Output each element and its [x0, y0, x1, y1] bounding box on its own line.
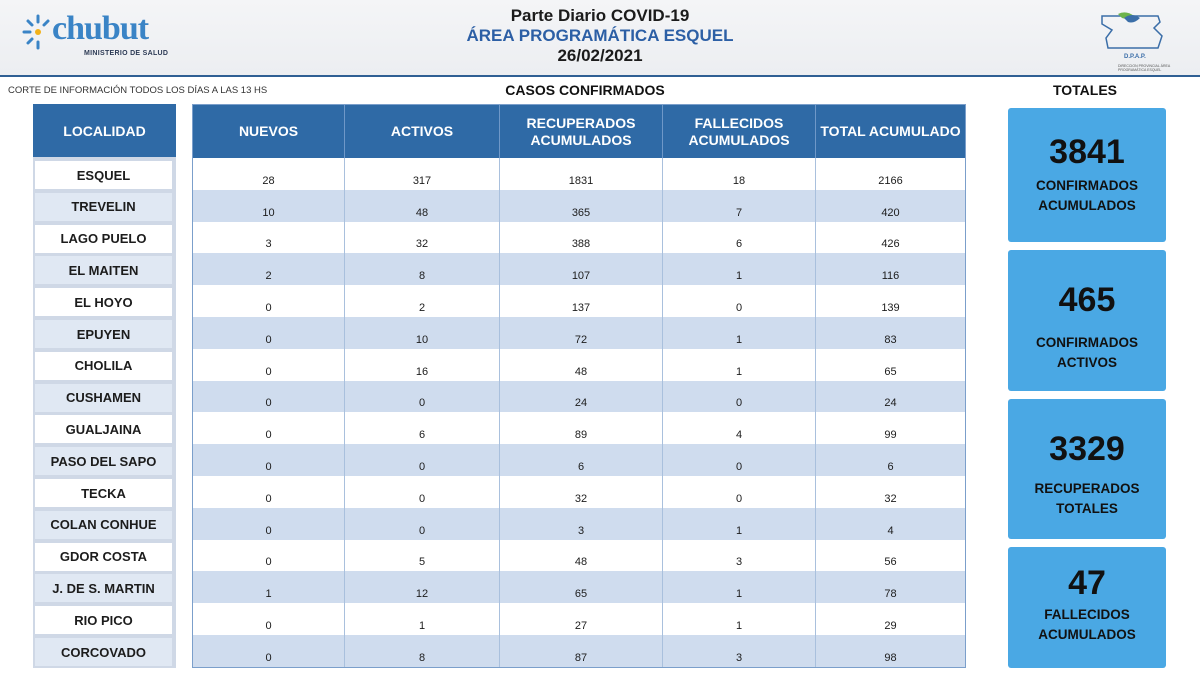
- cell-activos: 32: [345, 222, 500, 254]
- cell-recuperados: 72: [500, 317, 663, 349]
- total-card-activos: [1008, 250, 1166, 391]
- cell-nuevos: 0: [193, 444, 345, 476]
- cell-nuevos: 0: [193, 412, 345, 444]
- cell-nuevos: 0: [193, 317, 345, 349]
- cell-activos: 12: [345, 571, 500, 603]
- table-row: [193, 412, 965, 444]
- locality-cell: TREVELIN: [35, 193, 172, 221]
- locality-cell: EPUYEN: [35, 320, 172, 348]
- cell-total: 420: [881, 206, 900, 219]
- table-row: [193, 285, 965, 317]
- cell-activos: 0: [345, 476, 500, 508]
- locality-cell: CORCOVADO: [35, 638, 172, 666]
- cell-total: 98: [884, 651, 897, 664]
- cell-recuperados: 87: [500, 635, 663, 667]
- column-header-fallecidos: FALLECIDOS ACUMULADOS: [663, 105, 816, 158]
- cutoff-note: CORTE DE INFORMACIÓN TODOS LOS DÍAS A LAS 13 HS: [8, 85, 268, 96]
- locality-cell: RIO PICO: [35, 606, 172, 634]
- cell-fallecidos: 1: [663, 317, 816, 349]
- cell-nuevos: 0: [193, 476, 345, 508]
- province-map-icon: [1088, 8, 1178, 58]
- cell-nuevos: 0: [193, 508, 345, 540]
- cell-fallecidos: 1: [663, 603, 816, 635]
- total-label-line1: CONFIRMADOS: [1036, 178, 1138, 193]
- cell-total: 6: [887, 460, 894, 473]
- cell-recuperados: 1831: [500, 158, 663, 190]
- table-row: [193, 190, 965, 222]
- locality-cell: TECKA: [35, 479, 172, 507]
- cell-total: 99: [884, 429, 897, 442]
- cell-activos: 317: [345, 158, 500, 190]
- column-header-total: TOTAL ACUMULADO: [816, 105, 965, 158]
- report-date: 26/02/2021: [557, 46, 643, 65]
- cell-activos: 0: [345, 508, 500, 540]
- cell-recuperados: 388: [500, 222, 663, 254]
- cell-fallecidos: 1: [663, 253, 816, 285]
- cell-fallecidos: 1: [663, 508, 816, 540]
- cell-recuperados: 24: [500, 381, 663, 413]
- table-row: [193, 349, 965, 381]
- cell-fallecidos: 7: [663, 190, 816, 222]
- locality-cell: COLAN CONHUE: [35, 511, 172, 539]
- total-card-recuperados: [1008, 399, 1166, 539]
- locality-cell: GUALJAINA: [35, 415, 172, 443]
- total-label-line1: FALLECIDOS: [1044, 607, 1130, 622]
- cell-fallecidos: 3: [663, 540, 816, 572]
- cell-nuevos: 0: [193, 603, 345, 635]
- table-row: [193, 381, 965, 413]
- cell-total: 65: [884, 365, 897, 378]
- cell-activos: 8: [345, 635, 500, 667]
- cell-recuperados: 27: [500, 603, 663, 635]
- locality-cell: GDOR COSTA: [35, 543, 172, 571]
- locality-cell: ESQUEL: [35, 161, 172, 189]
- table-row: [193, 444, 965, 476]
- cell-activos: 16: [345, 349, 500, 381]
- total-value: 465: [1058, 281, 1116, 319]
- cell-activos: 2: [345, 285, 500, 317]
- total-card-confirmados: [1008, 108, 1166, 242]
- cell-activos: 1: [345, 603, 500, 635]
- cell-recuperados: 89: [500, 412, 663, 444]
- dpap-logo: [1088, 8, 1178, 72]
- table-row: [193, 476, 965, 508]
- cell-nuevos: 0: [193, 349, 345, 381]
- table-row: [193, 158, 965, 190]
- logo-subtitle: MINISTERIO DE SALUD: [84, 50, 169, 57]
- cell-total: 83: [884, 333, 897, 346]
- cell-recuperados: 365: [500, 190, 663, 222]
- cell-activos: 6: [345, 412, 500, 444]
- cell-fallecidos: 0: [663, 444, 816, 476]
- report-header: [0, 0, 1200, 77]
- cell-activos: 5: [345, 540, 500, 572]
- cell-total: 24: [884, 397, 897, 410]
- cell-fallecidos: 0: [663, 476, 816, 508]
- locality-header: LOCALIDAD: [33, 104, 176, 157]
- cell-nuevos: 3: [193, 222, 345, 254]
- cell-fallecidos: 1: [663, 571, 816, 603]
- cell-activos: 0: [345, 444, 500, 476]
- cell-total: 32: [884, 492, 897, 505]
- cell-nuevos: 0: [193, 635, 345, 667]
- cell-fallecidos: 3: [663, 635, 816, 667]
- cell-recuperados: 48: [500, 540, 663, 572]
- locality-cell: CUSHAMEN: [35, 384, 172, 412]
- cell-recuperados: 107: [500, 253, 663, 285]
- sun-rays-icon: [22, 12, 56, 58]
- table-row: [193, 635, 965, 667]
- table-row: [193, 253, 965, 285]
- locality-cell: EL MAITEN: [35, 256, 172, 284]
- locality-cell: J. DE S. MARTIN: [35, 574, 172, 602]
- cell-recuperados: 48: [500, 349, 663, 381]
- cell-nuevos: 1: [193, 571, 345, 603]
- table-row: [193, 508, 965, 540]
- dpap-name: D.P.A.P.: [1124, 54, 1146, 60]
- table-row: [193, 603, 965, 635]
- totales-title: TOTALES: [1052, 82, 1118, 98]
- column-header-activos: ACTIVOS: [345, 105, 500, 158]
- cell-fallecidos: 6: [663, 222, 816, 254]
- cell-fallecidos: 18: [663, 158, 816, 190]
- locality-cell: LAGO PUELO: [35, 225, 172, 253]
- cell-nuevos: 10: [193, 190, 345, 222]
- cell-fallecidos: 1: [663, 349, 816, 381]
- logo-text: chubut: [52, 10, 149, 47]
- cell-nuevos: 2: [193, 253, 345, 285]
- cell-fallecidos: 4: [663, 412, 816, 444]
- cell-total: 29: [884, 619, 897, 632]
- cell-recuperados: 137: [500, 285, 663, 317]
- cell-activos: 10: [345, 317, 500, 349]
- cell-recuperados: 65: [500, 571, 663, 603]
- cell-total: 2166: [878, 174, 903, 187]
- cell-nuevos: 0: [193, 540, 345, 572]
- table-row: [193, 540, 965, 572]
- total-card-fallecidos: [1008, 547, 1166, 668]
- locality-cell: CHOLILA: [35, 352, 172, 380]
- cases-table: [192, 104, 966, 668]
- total-label-line2: ACTIVOS: [1056, 355, 1117, 370]
- total-label-line1: RECUPERADOS: [1034, 481, 1140, 496]
- column-header-recuperados: RECUPERADOS ACUMULADOS: [500, 105, 663, 158]
- cell-activos: 8: [345, 253, 500, 285]
- chubut-logo: [22, 10, 192, 60]
- total-value: 3841: [1049, 133, 1125, 171]
- total-value: 3329: [1049, 430, 1125, 468]
- cell-recuperados: 32: [500, 476, 663, 508]
- total-label-line1: CONFIRMADOS: [1036, 335, 1138, 350]
- title-line2: ÁREA PROGRAMÁTICA ESQUEL: [466, 26, 734, 45]
- cell-total: 56: [884, 556, 897, 569]
- cell-total: 4: [887, 524, 894, 537]
- cell-total: 426: [881, 238, 900, 251]
- locality-column: [33, 104, 176, 668]
- title-line1: Parte Diario COVID-19: [510, 6, 690, 25]
- table-row: [193, 571, 965, 603]
- cell-nuevos: 0: [193, 285, 345, 317]
- total-label-line2: ACUMULADOS: [1038, 198, 1136, 213]
- cell-total: 139: [881, 301, 900, 314]
- cell-recuperados: 3: [500, 508, 663, 540]
- locality-cell: EL HOYO: [35, 288, 172, 316]
- table-row: [193, 222, 965, 254]
- cell-nuevos: 0: [193, 381, 345, 413]
- total-label-line2: ACUMULADOS: [1038, 627, 1136, 642]
- cell-recuperados: 6: [500, 444, 663, 476]
- cell-total: 116: [881, 270, 900, 283]
- cell-activos: 48: [345, 190, 500, 222]
- column-header-nuevos: NUEVOS: [193, 105, 345, 158]
- report-title: [380, 6, 820, 66]
- total-label-line2: TOTALES: [1056, 501, 1118, 516]
- total-value: 47: [1068, 564, 1106, 602]
- cell-fallecidos: 0: [663, 285, 816, 317]
- cell-nuevos: 28: [193, 158, 345, 190]
- cell-total: 78: [884, 588, 897, 601]
- cell-fallecidos: 0: [663, 381, 816, 413]
- dpap-subtitle: DIRECCION PROVINCIAL ÁREA PROGRAMÁTICA ESQUEL: [1118, 64, 1170, 72]
- table-row: [193, 317, 965, 349]
- cell-activos: 0: [345, 381, 500, 413]
- locality-cell: PASO DEL SAPO: [35, 447, 172, 475]
- casos-title: CASOS CONFIRMADOS: [505, 82, 665, 98]
